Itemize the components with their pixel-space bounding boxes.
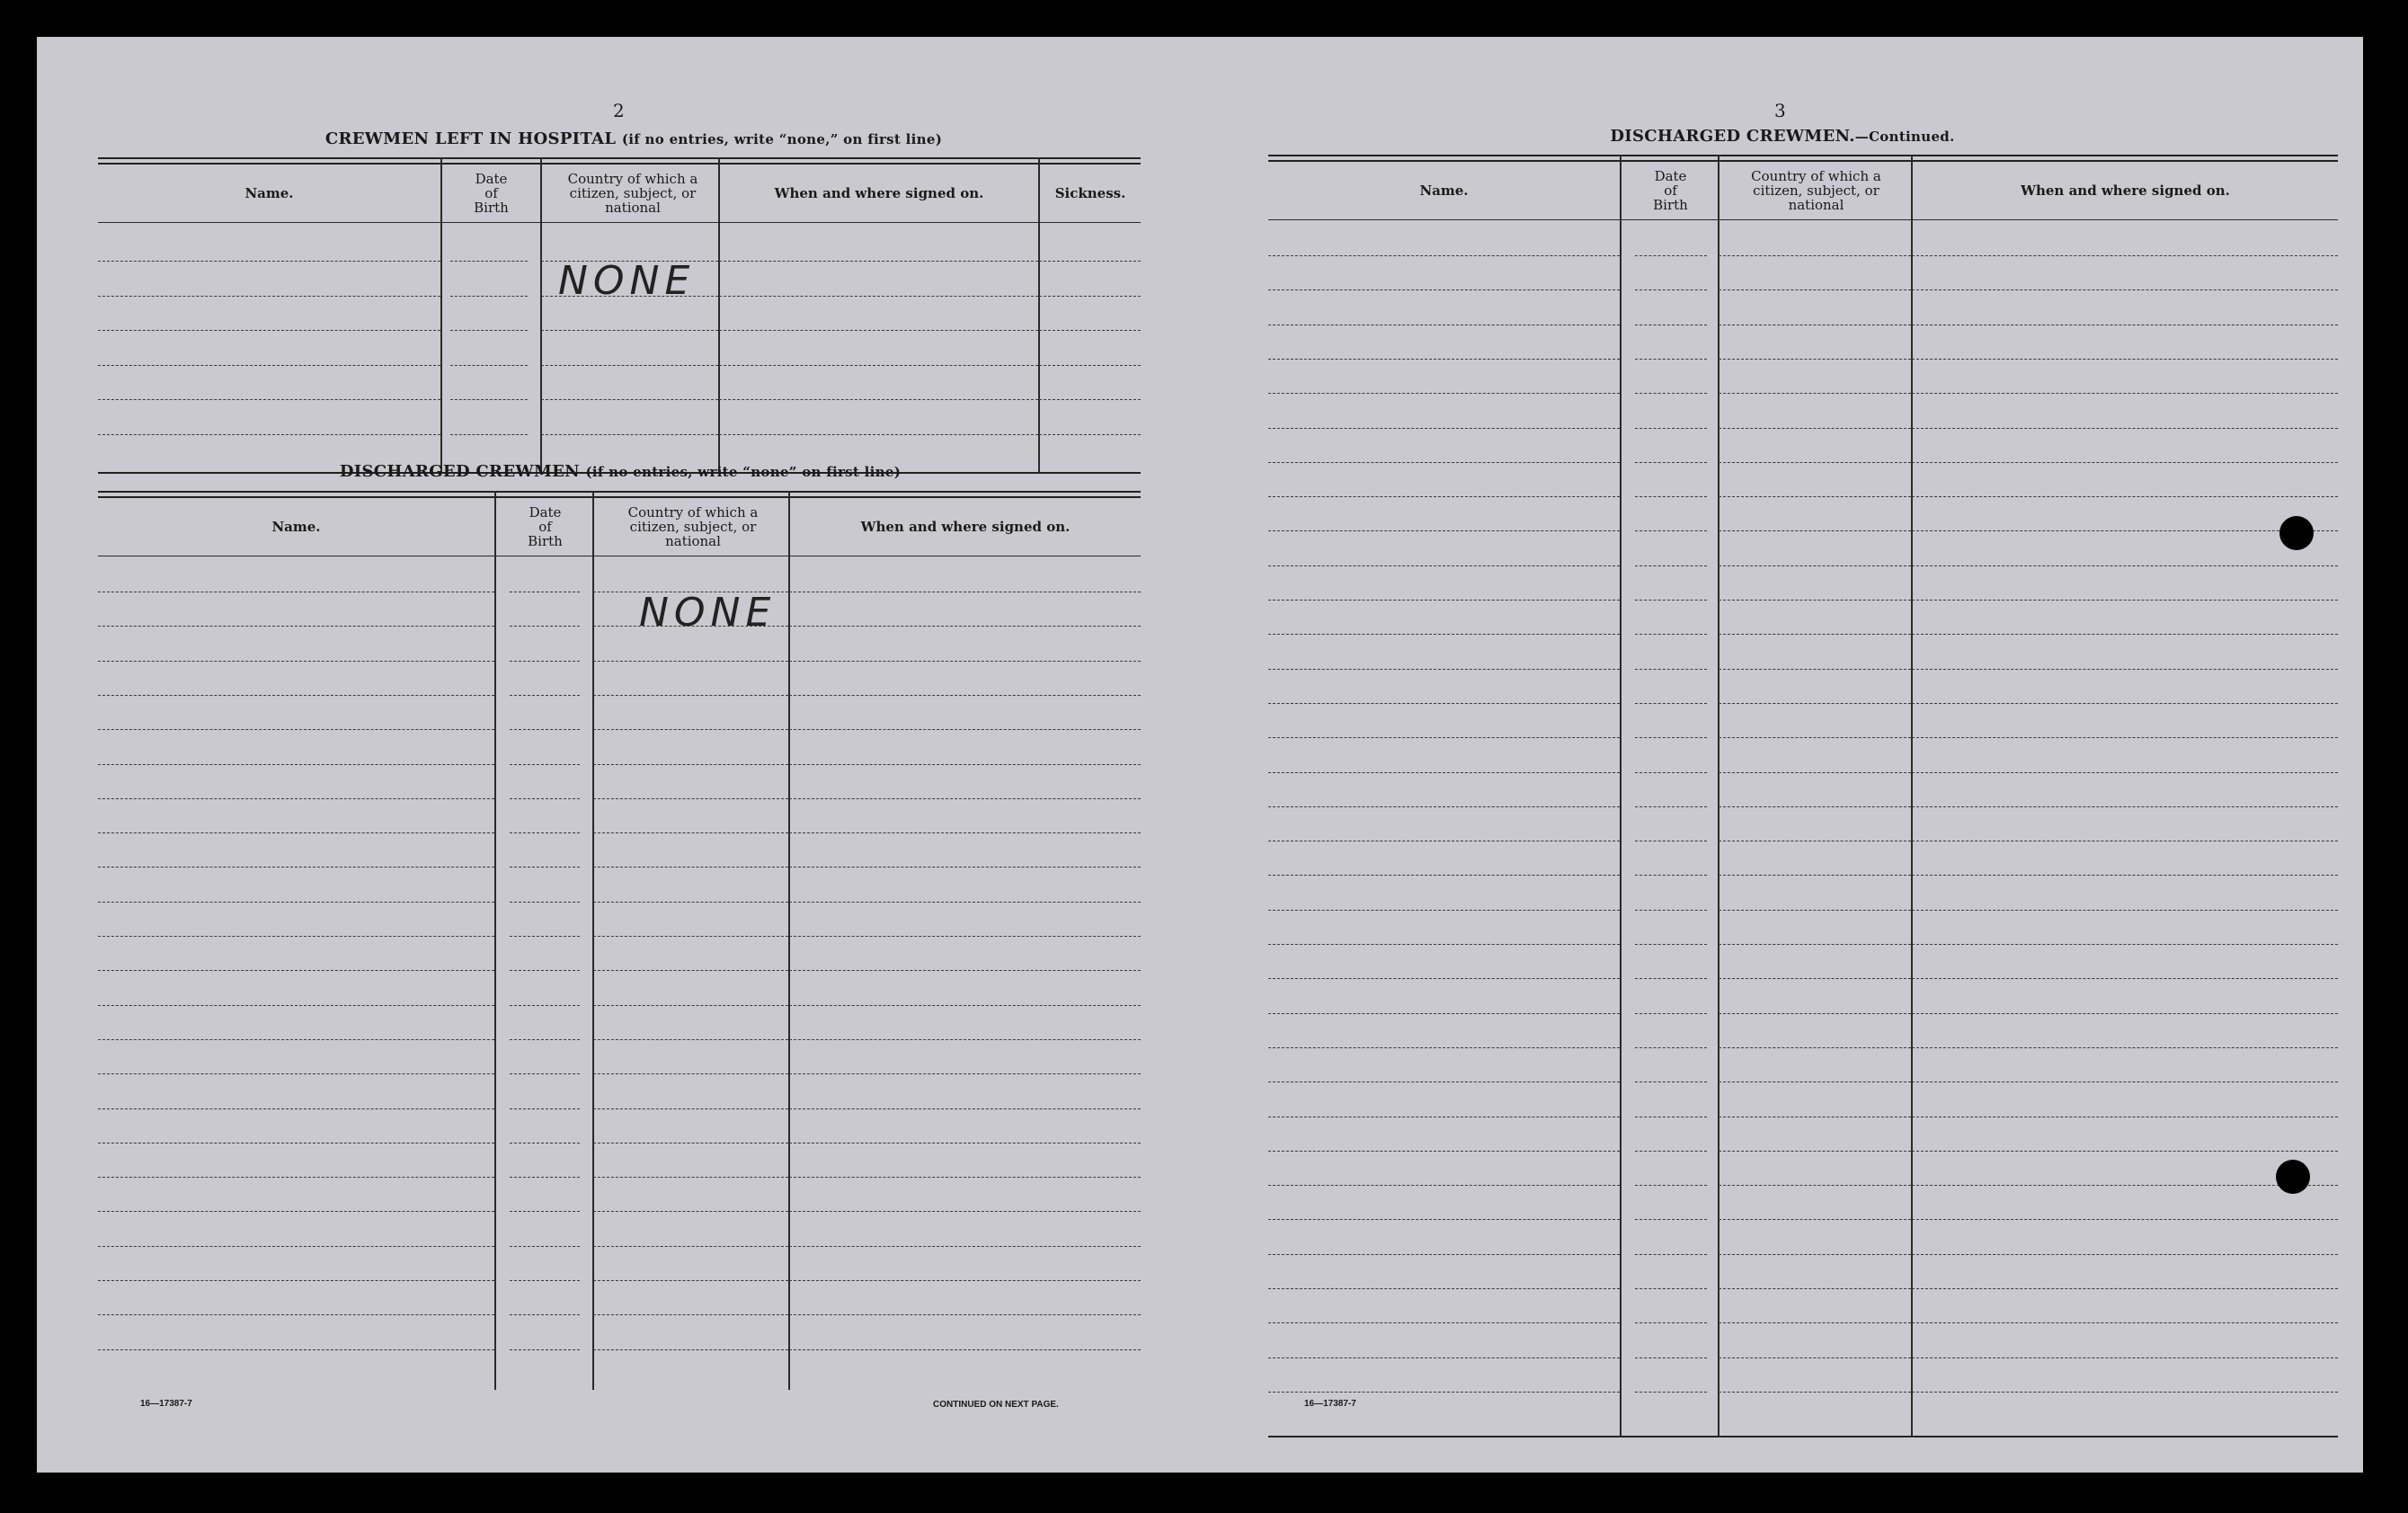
ruling-line: [1912, 359, 2338, 360]
ruling-line: [1912, 530, 2338, 531]
discharged-title: DISCHARGED CREWMEN: [339, 462, 580, 481]
ruling-line: [1635, 669, 1707, 670]
ruling-line: [593, 729, 788, 730]
ruling-line: [510, 798, 580, 799]
left-form-number: 16—17387-7: [140, 1399, 192, 1409]
ruling-line: [1268, 1047, 1620, 1048]
ruling-line: [1719, 634, 1911, 635]
ruling-line: [1719, 289, 1911, 290]
ruling-line: [789, 798, 1141, 799]
ruling-line: [1719, 1151, 1911, 1152]
ruling-line: [1635, 1392, 1707, 1393]
ruling-line: [450, 399, 528, 400]
hospital-table: [98, 157, 1141, 475]
ruling-line: [1719, 359, 1911, 360]
ruling-line: [1719, 1185, 1911, 1186]
ruling-line: [1268, 703, 1620, 704]
ruling-line: [510, 729, 580, 730]
ruling-line: [510, 936, 580, 937]
discharged-col-country: Country of which a citizen, subject, or national: [627, 504, 759, 549]
ruling-line: [1912, 806, 2338, 807]
left-page-number: 2: [613, 100, 625, 121]
ruling-line: [98, 261, 440, 262]
ruling-line: [1268, 669, 1620, 670]
ruling-line: [98, 798, 494, 799]
ruling-line: [593, 1143, 788, 1144]
ruling-line: [1912, 978, 2338, 979]
ruling-line: [1912, 462, 2338, 463]
discharged-table-left: [98, 491, 1141, 1394]
ruling-line: [1635, 1322, 1707, 1323]
ruling-line: [1719, 1254, 1911, 1255]
ruling-line: [1268, 1254, 1620, 1255]
ruling-line: [789, 695, 1141, 696]
ruling-line: [98, 626, 494, 627]
ruling-line: [98, 729, 494, 730]
ruling-line: [1719, 978, 1911, 979]
right-form-number: 16—17387-7: [1304, 1399, 1356, 1409]
ruling-line: [1635, 944, 1707, 945]
ruling-line: [1268, 289, 1620, 290]
ruling-line: [510, 1073, 580, 1074]
ruling-line: [1719, 393, 1911, 394]
hospital-col-name: Name.: [244, 185, 294, 201]
ruling-line: [98, 1314, 494, 1315]
ruling-line: [1268, 462, 1620, 463]
ruling-line: [1635, 1254, 1707, 1255]
ruling-line: [789, 1039, 1141, 1040]
ruling-line: [98, 399, 440, 400]
ruling-line: [1912, 944, 2338, 945]
hospital-title: CREWMEN LEFT IN HOSPITAL: [324, 129, 617, 148]
ruling-line: [510, 1143, 580, 1144]
ruling-line: [593, 1039, 788, 1040]
ruling-line: [1635, 393, 1707, 394]
ruling-line: [593, 1280, 788, 1281]
ruling-line: [789, 661, 1141, 662]
ruling-line: [593, 970, 788, 971]
ruling-line: [541, 365, 718, 366]
ruling-line: [1912, 289, 2338, 290]
ruling-line: [1039, 434, 1141, 435]
continued-title: DISCHARGED CREWMEN.: [1610, 127, 1855, 146]
ruling-line: [1635, 772, 1707, 773]
continued-suffix: —Continued.: [1854, 129, 1955, 145]
ruling-line: [510, 1349, 580, 1350]
ruling-line: [510, 695, 580, 696]
ruling-line: [1912, 1151, 2338, 1152]
ruling-line: [593, 661, 788, 662]
ruling-line: [1268, 1151, 1620, 1152]
discharged-col-dob: Date of Birth: [528, 504, 563, 549]
ruling-line: [510, 902, 580, 903]
ruling-line: [510, 1005, 580, 1006]
ruling-line: [1635, 1219, 1707, 1220]
discharged-col-signed: When and where signed on.: [860, 519, 1071, 535]
ruling-line: [1635, 978, 1707, 979]
ruling-line: [593, 1005, 788, 1006]
ruling-line: [1635, 1081, 1707, 1082]
ruling-line: [1268, 910, 1620, 911]
ruling-line: [510, 661, 580, 662]
ruling-line: [593, 1177, 788, 1178]
ruling-line: [1268, 1013, 1620, 1014]
ruling-line: [593, 902, 788, 903]
ruling-line: [789, 729, 1141, 730]
ruling-line: [1719, 255, 1911, 256]
ruling-line: [510, 1246, 580, 1247]
ruling-line: [1912, 634, 2338, 635]
ruling-line: [541, 399, 718, 400]
ruling-line: [789, 936, 1141, 937]
ruling-line: [1268, 634, 1620, 635]
hospital-col-country: Country of which a citizen, subject, or national: [567, 171, 698, 216]
ruling-line: [1912, 1288, 2338, 1289]
ruling-line: [1719, 1288, 1911, 1289]
ruling-line: [510, 1039, 580, 1040]
ruling-line: [510, 832, 580, 833]
ruling-line: [719, 434, 1038, 435]
ruling-line: [1912, 1047, 2338, 1048]
hospital-col-sickness: Sickness.: [1054, 185, 1126, 201]
ruling-line: [593, 1211, 788, 1212]
ruling-line: [1719, 910, 1911, 911]
document-sheet: [37, 37, 2363, 1473]
ruling-line: [1635, 1047, 1707, 1048]
ruling-line: [1635, 565, 1707, 566]
ruling-line: [450, 365, 528, 366]
ruling-line: [1268, 393, 1620, 394]
discharged-col-name: Name.: [271, 519, 321, 535]
ruling-line: [1635, 530, 1707, 531]
ruling-line: [719, 365, 1038, 366]
ruling-line: [98, 1280, 494, 1281]
ruling-line: [1719, 1219, 1911, 1220]
ruling-line: [593, 695, 788, 696]
ruling-line: [541, 261, 718, 262]
ruling-line: [1039, 296, 1141, 297]
hospital-col-dob: Date of Birth: [474, 171, 509, 216]
ruling-line: [450, 434, 528, 435]
ruling-line: [789, 764, 1141, 765]
continued-note: CONTINUED ON NEXT PAGE.: [933, 1400, 1059, 1410]
ruling-line: [1268, 1392, 1620, 1393]
ruling-line: [789, 1211, 1141, 1212]
ruling-line: [98, 365, 440, 366]
ruling-line: [1912, 1254, 2338, 1255]
ruling-line: [789, 1005, 1141, 1006]
ruling-line: [1719, 1392, 1911, 1393]
ruling-line: [541, 296, 718, 297]
ruling-line: [1912, 255, 2338, 256]
ruling-line: [789, 902, 1141, 903]
ruling-line: [1912, 600, 2338, 601]
right-col-dob: Date of Birth: [1653, 168, 1688, 213]
ruling-line: [1635, 910, 1707, 911]
ruling-line: [1912, 1392, 2338, 1393]
ruling-line: [98, 867, 494, 868]
ruling-line: [450, 261, 528, 262]
ruling-line: [510, 626, 580, 627]
discharged-handwritten-entry: NONE: [639, 590, 777, 636]
ruling-line: [1268, 600, 1620, 601]
ruling-line: [98, 970, 494, 971]
ruling-line: [1635, 737, 1707, 738]
ruling-line: [98, 296, 440, 297]
ruling-line: [1912, 1081, 2338, 1082]
ruling-line: [1719, 1357, 1911, 1358]
ruling-line: [1719, 737, 1911, 738]
ruling-line: [1268, 1322, 1620, 1323]
ruling-line: [1635, 428, 1707, 429]
ruling-line: [1635, 462, 1707, 463]
ruling-line: [1912, 428, 2338, 429]
ruling-line: [1268, 806, 1620, 807]
ruling-line: [1719, 565, 1911, 566]
ruling-line: [541, 330, 718, 331]
ruling-line: [1635, 289, 1707, 290]
ruling-line: [98, 936, 494, 937]
ruling-line: [1268, 428, 1620, 429]
ruling-line: [1719, 772, 1911, 773]
ruling-line: [1268, 530, 1620, 531]
ruling-line: [1635, 600, 1707, 601]
ruling-line: [789, 1349, 1141, 1350]
ruling-line: [1268, 978, 1620, 979]
ruling-line: [719, 261, 1038, 262]
ruling-line: [789, 832, 1141, 833]
ruling-line: [98, 764, 494, 765]
ruling-line: [1635, 875, 1707, 876]
ruling-line: [541, 434, 718, 435]
ruling-line: [789, 626, 1141, 627]
ruling-line: [1635, 255, 1707, 256]
ruling-line: [593, 936, 788, 937]
ruling-line: [1912, 737, 2338, 738]
ruling-line: [1719, 1047, 1911, 1048]
ruling-line: [98, 434, 440, 435]
ruling-line: [98, 1177, 494, 1178]
ruling-line: [789, 1177, 1141, 1178]
ruling-line: [98, 1349, 494, 1350]
ruling-line: [98, 902, 494, 903]
ruling-line: [593, 626, 788, 627]
ruling-line: [1912, 393, 2338, 394]
ruling-line: [593, 798, 788, 799]
ruling-line: [98, 695, 494, 696]
ruling-line: [1635, 634, 1707, 635]
discharged-table-right: [1268, 155, 2338, 1440]
ruling-line: [593, 1314, 788, 1315]
ruling-line: [593, 1246, 788, 1247]
ruling-line: [1912, 669, 2338, 670]
ruling-line: [1268, 1081, 1620, 1082]
hospital-handwritten-entry: NONE: [558, 258, 696, 304]
ruling-line: [1635, 1288, 1707, 1289]
discharged-instruction: (if no entries, write “none” on first line): [585, 464, 902, 480]
ruling-line: [719, 330, 1038, 331]
ruling-line: [789, 1314, 1141, 1315]
ruling-line: [510, 1211, 580, 1212]
ruling-line: [510, 970, 580, 971]
ruling-line: [1635, 703, 1707, 704]
right-col-country: Country of which a citizen, subject, or national: [1751, 168, 1881, 213]
ruling-line: [593, 1108, 788, 1109]
ruling-line: [510, 1314, 580, 1315]
discharged-heading: [340, 462, 901, 481]
ruling-line: [1912, 1185, 2338, 1186]
ruling-line: [1268, 944, 1620, 945]
ruling-line: [1912, 1013, 2338, 1014]
ruling-line: [1635, 496, 1707, 497]
ruling-line: [1719, 669, 1911, 670]
ruling-line: [98, 1039, 494, 1040]
ruling-line: [1268, 1185, 1620, 1186]
ruling-line: [510, 1108, 580, 1109]
ruling-line: [510, 867, 580, 868]
ruling-line: [1719, 1013, 1911, 1014]
ruling-line: [593, 1073, 788, 1074]
ruling-line: [1635, 1185, 1707, 1186]
ruling-line: [1635, 1357, 1707, 1358]
ruling-line: [1719, 806, 1911, 807]
ruling-line: [1039, 365, 1141, 366]
ruling-line: [1912, 565, 2338, 566]
ruling-line: [1039, 261, 1141, 262]
ruling-line: [1719, 462, 1911, 463]
ruling-line: [719, 296, 1038, 297]
ruling-line: [510, 1280, 580, 1281]
ruling-line: [98, 1143, 494, 1144]
continued-heading: [1610, 127, 1954, 146]
ruling-line: [593, 764, 788, 765]
ruling-line: [1268, 496, 1620, 497]
ruling-line: [1635, 806, 1707, 807]
ruling-line: [450, 296, 528, 297]
ruling-line: [593, 867, 788, 868]
ruling-line: [98, 1211, 494, 1212]
ruling-line: [1719, 1322, 1911, 1323]
ruling-line: [1268, 772, 1620, 773]
ruling-line: [593, 832, 788, 833]
ruling-line: [98, 1246, 494, 1247]
ruling-line: [98, 330, 440, 331]
ruling-line: [1912, 772, 2338, 773]
punch-hole: [2276, 1160, 2310, 1194]
ruling-line: [1719, 703, 1911, 704]
ruling-line: [98, 1108, 494, 1109]
ruling-line: [1268, 1219, 1620, 1220]
ruling-line: [1635, 1151, 1707, 1152]
ruling-line: [1268, 1357, 1620, 1358]
right-page-number: 3: [1774, 100, 1786, 121]
ruling-line: [789, 970, 1141, 971]
ruling-line: [789, 1143, 1141, 1144]
hospital-instruction: (if no entries, write “none,” on first line): [621, 131, 943, 147]
ruling-line: [1719, 428, 1911, 429]
ruling-line: [1039, 399, 1141, 400]
right-col-name: Name.: [1419, 182, 1469, 199]
ruling-line: [1268, 737, 1620, 738]
hospital-col-signed: When and where signed on.: [774, 185, 984, 201]
ruling-line: [1912, 1219, 2338, 1220]
ruling-line: [789, 867, 1141, 868]
ruling-line: [1268, 565, 1620, 566]
ruling-line: [789, 1108, 1141, 1109]
ruling-line: [1039, 330, 1141, 331]
ruling-line: [98, 1073, 494, 1074]
ruling-line: [1719, 1081, 1911, 1082]
punch-hole: [2279, 516, 2314, 550]
ruling-line: [1268, 1288, 1620, 1289]
ruling-line: [1719, 944, 1911, 945]
ruling-line: [510, 764, 580, 765]
ruling-line: [1635, 359, 1707, 360]
ruling-line: [1268, 255, 1620, 256]
ruling-line: [98, 661, 494, 662]
ruling-line: [593, 1349, 788, 1350]
ruling-line: [1912, 1357, 2338, 1358]
hospital-heading: [325, 129, 942, 148]
ruling-line: [1268, 875, 1620, 876]
ruling-line: [1719, 496, 1911, 497]
ruling-line: [450, 330, 528, 331]
ruling-line: [510, 1177, 580, 1178]
ruling-line: [1912, 703, 2338, 704]
ruling-line: [1719, 600, 1911, 601]
ruling-line: [98, 1005, 494, 1006]
ruling-line: [789, 1073, 1141, 1074]
ruling-line: [1912, 875, 2338, 876]
ruling-line: [1719, 530, 1911, 531]
ruling-line: [98, 832, 494, 833]
ruling-line: [789, 1246, 1141, 1247]
ruling-line: [1268, 359, 1620, 360]
ruling-line: [719, 399, 1038, 400]
ruling-line: [1719, 875, 1911, 876]
right-col-signed: When and where signed on.: [2021, 182, 2230, 199]
ruling-line: [789, 1280, 1141, 1281]
ruling-line: [1912, 910, 2338, 911]
ruling-line: [1912, 1322, 2338, 1323]
ruling-line: [1635, 1013, 1707, 1014]
ruling-line: [1912, 496, 2338, 497]
